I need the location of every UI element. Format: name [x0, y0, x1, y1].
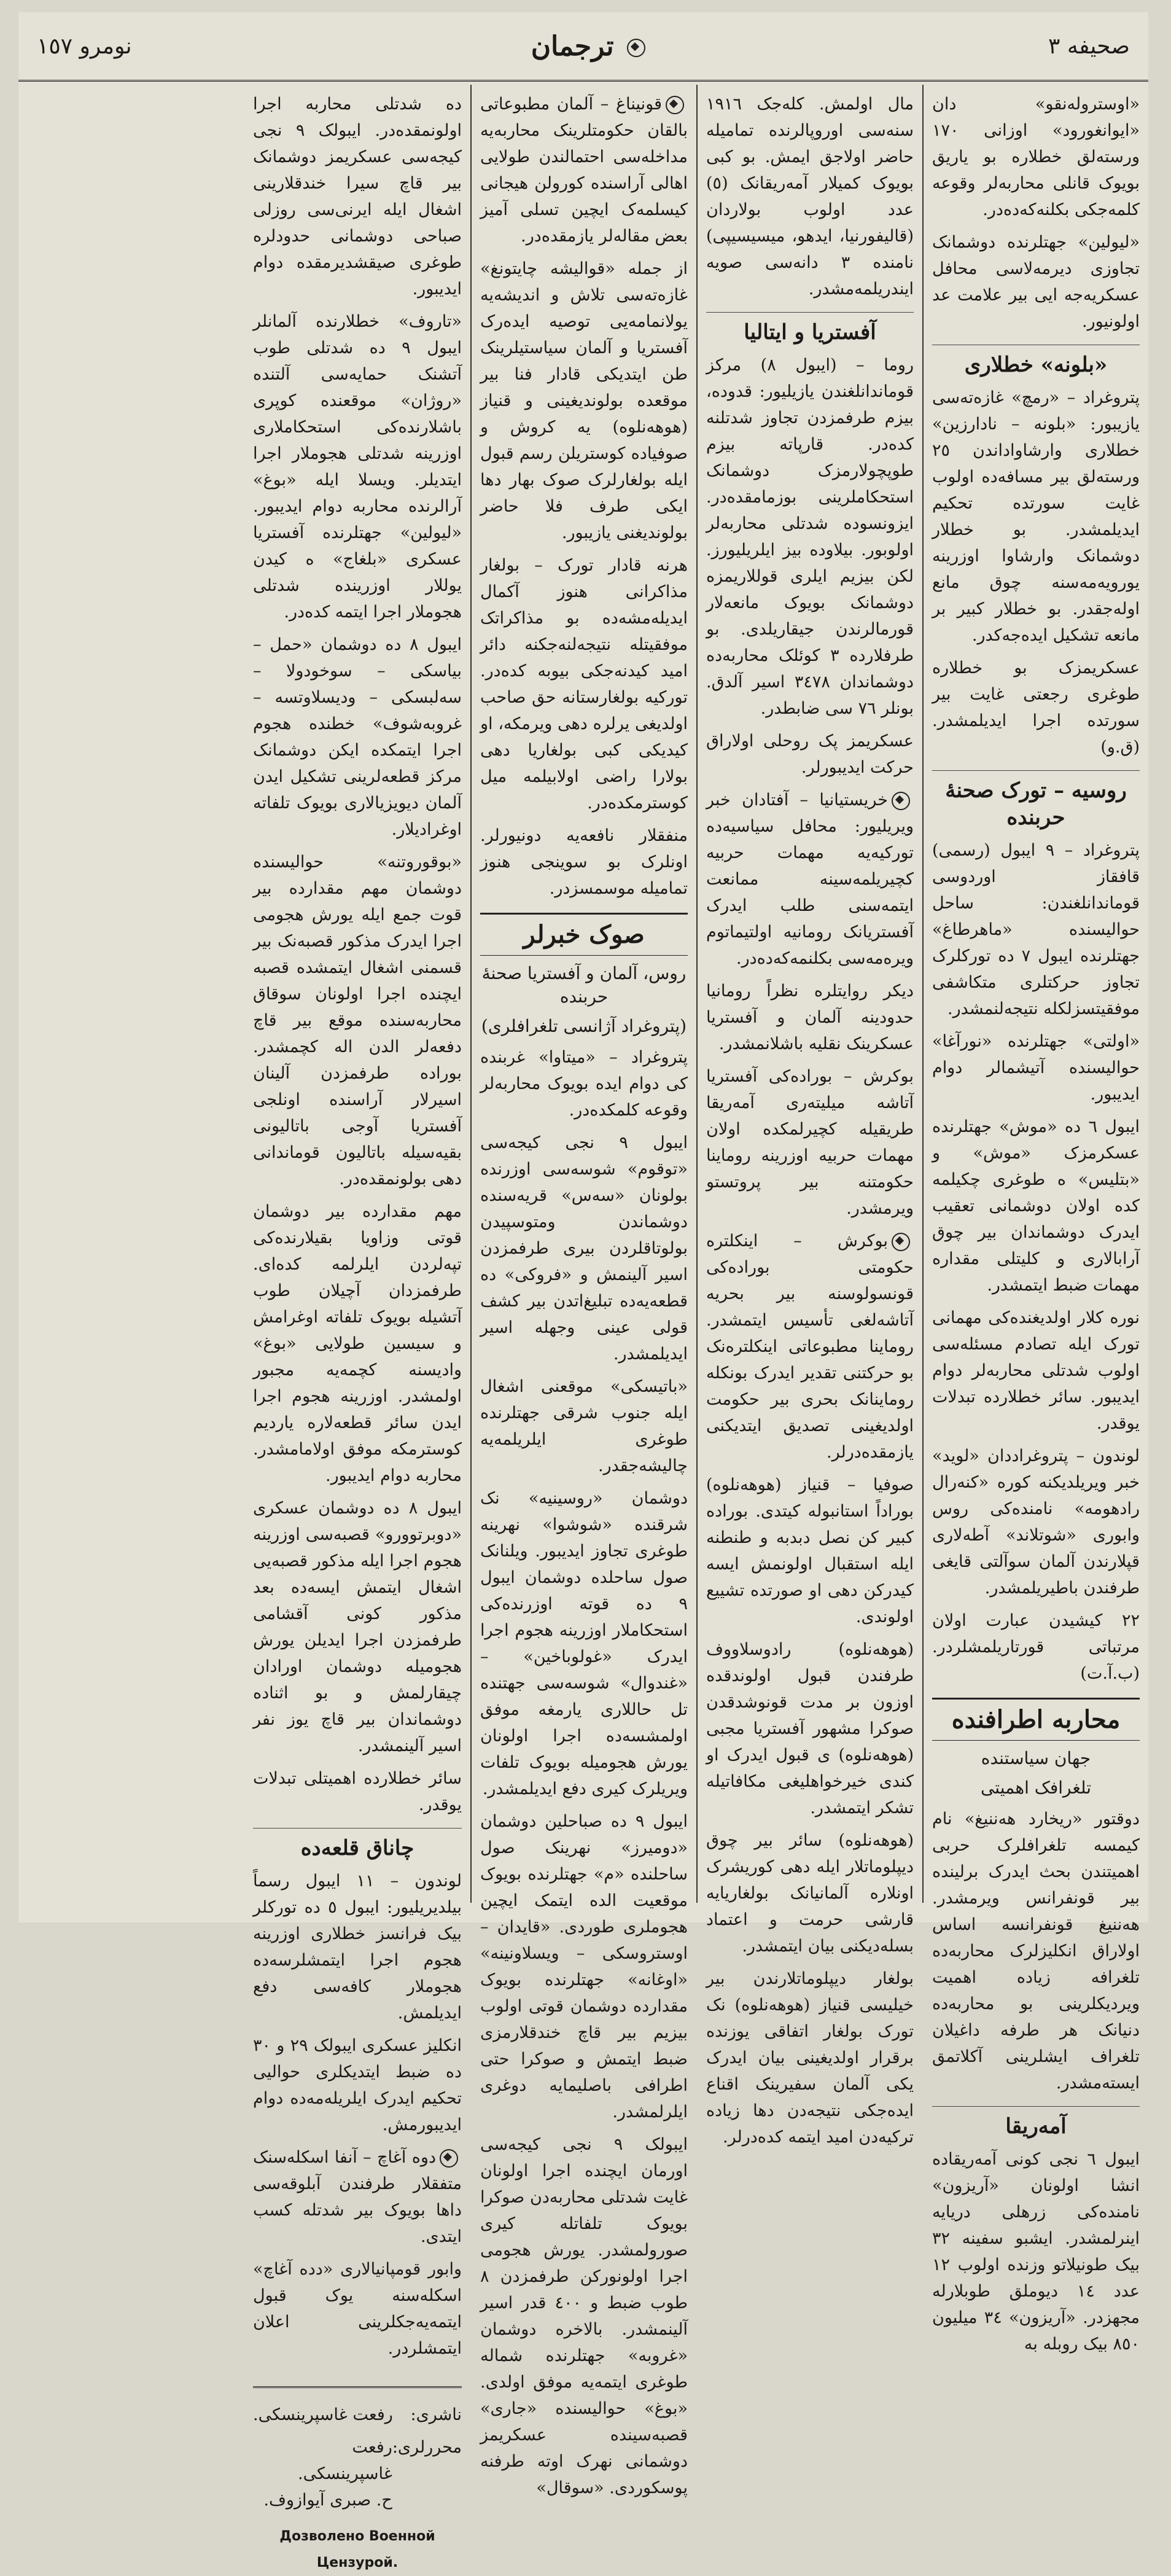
article-paragraph: «باتیسکی» موقعنی اشغال ایله جنوب شرقی جهتلرنده طوغری ایلریلمه‌یه چالیشه‌جقدر.	[480, 1377, 688, 1475]
column-3	[470, 85, 696, 2497]
ornament-icon	[892, 1233, 910, 1251]
article-paragraph: «لیولین» جهتلرنده دوشمانک تجاوزی دیرمه‌لاسی محافل عسکریه‌جه ایی بیر علامت عد اولونیور.	[932, 233, 1140, 331]
article-paragraph: ایبول ٩ نجی کیجه‌سی «توقوم» شوسه‌سی اوزرنده بولونان «سه‌س» قریه‌سنده دوشماندن ومتوسپیدن بولوتاقلردن بیری طرفمزدن اسیر آلینمش و «فروکی» ده قطعه‌یه‌ده تبلیغ‌اتدن بیر کشف قولی عینی وجهله اسیر ایدیلمشدر.	[480, 1133, 688, 1364]
masthead	[18, 12, 1148, 82]
section-heading: روسیه – تورک صحنهٔ حربنده	[932, 770, 1140, 831]
article-paragraph: «بوقوروتنه» حوالیسنده دوشمان مهم مقدارده بیر قوت جمع ایله یورش هجومی اجرا ایدرک مذکور قصبه‌نک بیر قسمنی اشغال ایتمشده قصبه ایچنده اجرا اولونان سوقاق محاربه‌سنده موقع بیر قاچ دفعه‌لر الدن اله کچمشدر. بوراده طرفمزدن آلینان اسیرلار آراسنده اونلجی آفستریا آوجی باتالیونی بقیه‌سیله باتالیون قوماندانی دهی بولونمقده‌در.	[253, 853, 462, 1188]
editors-names	[253, 2434, 392, 2513]
article-paragraph: پتروغراد – ٩ ایبول (رسمی) قافقاز اوردوسی قوماندانلغندن: ساحل حوالیسنده «ماهرطاغ» جهتلرنده ایبول ٧ ده تورکلرک تجاوز حرکتلری متکاشفی موفقیتسزلکله نتیجه‌لنمشدر.	[932, 841, 1140, 1018]
article-paragraph: پتروغراد – «رمچ» غازه‌ته‌سی یازیبور: «بلونه – نادارزین» خطلاری وارشاواداندن ٢٥ ورسته‌لق بیر مسافه‌ده اولوب غایت سورتده تحکیم ایدیلمشدر. بو خطلار دوشمانک وارشاوا اوزرینه یورویه‌مه‌سنه چوق مانع اوله‌جقدر. بو خطلار کبیر بر مانعه تشکیل ایده‌جه‌کدر.	[932, 388, 1140, 645]
newspaper-title: ترجمان	[531, 31, 649, 62]
section-heading: آمه‌ریقا	[932, 2106, 1140, 2140]
column-2	[696, 85, 922, 2147]
article-paragraph: سائر خطلارده اهمیتلی تبدلات یوقدر.	[253, 1769, 462, 1814]
article-paragraph: ایبول ٨ ده دوشمان «حمل – بیاسکی – سوخودولا – سه‌لبسکی – ودیسلاوتسه – غروبه‌شوف» خطنده هجوم اجرا ایتمکده ایکن دوشمانک مرکز قطعه‌لرینی تشکیل ایدن آلمان دیویزیالاری بویوک تلفاته اوغرادیلار.	[253, 635, 462, 839]
editor-name: رفعت غاسپرینسکی.	[298, 2438, 392, 2483]
article-paragraph: ٢٢ کیشیدن عبارت اولان مرتباتی قورتاریلمشلردر. (ب.آ.ت)	[932, 1611, 1140, 1683]
article-paragraph: بوکرش – بوراده‌کی آفستریا آتاشه میلیته‌ری آمه‌ریقا طریقیله کچیرلمکده اولان مهمات حربیه اوزرینه روماینا حکومتنه بیر پروتستو ویرمشدر.	[706, 1067, 914, 1218]
editors-label: محررلری:	[392, 2438, 462, 2457]
editor-name: ح. صبری آیوازوف.	[263, 2491, 392, 2510]
article-paragraph: عسکریمزک بو خطلاره طوغری رجعتی غایت بیر سورتده اجرا ایدیلمشدر. (ق.و)	[932, 658, 1140, 757]
article-paragraph: ایبول ٩ ده صباحلین دوشمان «دومیرز» نهرینک صول ساحلنده «م» جهتلرنده بویوک موقعیت الده ایتمک ایچین هجوملری طوردی. «قایدان – اوستروسکی – ویسلاونینه» «اوغانه» جهتلرنده بویوک مقدارده دوشمان قوتی اولوب بیزیم بیر قاچ خندقلارمزی ضبط ایتمش و صوکرا حتی اطرافی باصلیمایه دوغری ایلرلمشدر.	[480, 1812, 688, 2121]
article-paragraph: «اوستروله‌نقو» دان «ایوانغورود» اوزانی ١٧٠ ورسته‌لق خطلاره بو یاریق بویوک قانلی محاربه‌لر وقوعه کلمه‌جکی بکلنه‌که‌ده‌در.	[932, 95, 1140, 219]
section-heading: چاناق قلعه‌ده	[253, 1828, 462, 1862]
column-4	[244, 85, 470, 2570]
article-paragraph: انکلیز عسکری ایبولک ٢٩ و ٣٠ ده ضبط ایتدیکلری حوالیی تحکیم ایدرک ایلریله‌مه‌ده دوام ایدیبورمش.	[253, 2036, 462, 2134]
columns	[18, 85, 1148, 2570]
article-paragraph: مال اولمش. کله‌جک ١٩١٦ سنه‌سی اوروپالرنده تمامیله حاضر اولاجق ایمش. بو کبی بویوک کمیلار آمه‌ریقانک (٥) عدد اولوب بولاردان (قالیفورنیا، ایدهو، میسیسیپی) نامنده ٣ دانه‌سی صویه ایندریلمه‌مشدر.	[706, 95, 914, 299]
publisher-row	[253, 2402, 462, 2428]
article-paragraph: دیکر روایتلره نظراً رومانیا حدودینه آلمان و آفستریا عسکرینک نقلیه باشلانمشدر.	[706, 982, 914, 1053]
page-number: صحیفه ٣	[1048, 33, 1130, 59]
article-paragraph: دوقتور «ریخارد هه‌ننیغ» نام کیمسه تلغرافلرک حربی اهمیتندن بحث ایدرک برلینده بیر قونفرانس ویرمشدر. هه‌ننیغ قونفرانسه اساس اولاراق انکلیزلرک محاربه‌ده تلغرافه زیاده اهمیت ویردیکلرینی بو محاربه‌ده دنیانک هر طرفه داغیلان تلغراف ایشلرینی آکلاتمق ایسته‌مشدر.	[932, 1809, 1140, 2093]
column-1	[922, 85, 1148, 2354]
article-paragraph: دوه آغاچ – آنفا اسکله‌سنک متفقلار طرفندن آبلوقه‌سی داها بویوک بیر شدتله کسب ایتدی.	[253, 2148, 462, 2246]
article-paragraph: (هوهه‌نلوه) سائر بیر چوق دیپلوماتلار ایله دهی کوریشرک اونلاره آلمانیانک بولغاریایه قارشی حرمت و اعتماد بسله‌دیکنی بیان ایتمشدر.	[706, 1831, 914, 1956]
article-paragraph: صوفیا – قنیاز (هوهه‌نلوه) بوراداً استانبوله کیتدی. بوراده کبیر کن نصل دبدبه و طنطنه ایله استقبال اولونمش ایسه کیدرکن دهی او صورتده تشییع اولوندی.	[706, 1475, 914, 1626]
section-title: صوک خبرلر	[480, 913, 688, 956]
censor-note: Дозволено Военной Цензурой.	[279, 2529, 435, 2570]
article-paragraph: دوشمان «روسینیه» نک شرقنده «شوشوا» نهرینه طوغری تجاوز ایدیبور. ویلنانک صول ساحلده دوشمان ایبول ٩ ده قوته اوزرنده‌کی استحکاملار اوزرینه هجوم اجرا ایدرک «غولوباخین» – «غندوال» شوسه‌سی جهتنده تل حاللاری یارمغه موفق اولمشسه‌ده اجرا اولونان یورش هجومیله بویوک تلفات ویریلرک کیری دفع ایدیلمشدر.	[480, 1489, 688, 1798]
publisher-name: رفعت غاسپرینسکی.	[253, 2405, 393, 2424]
section-heading: آفستریا و ایتالیا	[706, 312, 914, 346]
article-paragraph: نوره کلار اولدیغنده‌کی مهمانی تورک ایله تصادم مسئله‌سی اولوب شدتلی محاربه‌لر دوام ایدیبور. سائر خطلارده تبدلات یوقدر.	[932, 1308, 1140, 1433]
section-title: محاربه اطرافنده	[932, 1698, 1140, 1741]
article-paragraph: «اولتی» جهتلرنده «نورآغا» حوالیسنده آتیشمالر دوام ایدیبور.	[932, 1032, 1140, 1104]
section-heading: «بلونه» خطلاری	[932, 345, 1140, 378]
publisher-box	[253, 2386, 462, 2576]
article-paragraph: از جمله «قوالیشه چایتونغ» غازه‌ته‌سی تلاش و اندیشه‌یه یولانمامه‌یی توصیه ایده‌رک آفستریا و آلمان سیاستیلرینک طن ایتدیکی قادار فنا بیر موقعده بولوندیغینی و قنیاز (هوهه‌نلوه) یه کروش و صوفیاده کوستریلن رسم قبول ایله بولغارلرک صوک بهار دها ایکی طرف فلا حاضر بولوندیغنی یازیبور.	[480, 259, 688, 542]
article-paragraph: روما – (ایبول ٨) مرکز قوماندانلغندن یازیلیور: قدوده، بیزم طرفمزدن تجاوز شدتلنه کده‌در. قارپاته بیزم طوپچولارمزک دوشمانک استحکاملرینی بوزمامقده‌در. ایزونسوده شدتلی محاربه‌لر اولوبور. بیلاوده بیز ایلریلیورز. لکن بیزیم ایلری قوللاریمزه دوشمانک بویوک مانعه‌لار قورمالرندن جیقاریلدی. بو طرفلارده ٣ کوئلک محاربه‌ده دوشماندان ٣٤٧٨ اسیر آلدق. بونلر ٧٦ سی ضابطدر.	[706, 356, 914, 718]
article-paragraph: لوندون – ١١ ایبول رسماً بیلدیریلیور: ایبول ٥ ده تورکلر بیک فرانسز خطلاری اوزرینه هجوم اجرا ایتمشلرسه‌ده هجوملار کافه‌سی دفع ایدیلمش.	[253, 1872, 462, 2023]
ornament-icon	[627, 39, 645, 57]
article-paragraph: هرنه قادار تورک – بولغار مذاکرانی هنوز آکمال ایدیله‌مشه‌ده بو مذاکراتک موفقیتله نتیجه‌لنه‌جکنه دائر امید کیدنه‌جکی بیوبه کده‌در. تورکیه بولغارستانه حق صاحب اولدیغی یرلره دهی ویرمکه، او کیدیکی کبی بولغاریا دهی بولارا راضی اولابیلمه میل کوسترمکده‌در.	[480, 556, 688, 813]
article-paragraph: لوندون – پتروغراددان «لوید» خبر ویریلدیکنه کوره «کنه‌رال رادهومه» نامنده‌کی روس وابوری «شوتلاند» آطه‌لاری قپلارندن آلمان سوآلتی قایغی طرفندن باطیریلمشدر.	[932, 1446, 1140, 1598]
ornament-icon	[892, 792, 910, 810]
article-paragraph: ده شدتلی محاربه اجرا اولونمقده‌در. ایبولک ٩ نجی کیجه‌سی عسکریمز دوشمانک بیر قاچ سیرا خندقلارینی اشغال ایله ایرنی‌سی روزلی صباحی دوشمانی حدودلره طوغری صیقشدیرمقده دوام ایدیبور.	[253, 95, 462, 299]
article-paragraph: ایبول ٨ ده دوشمان عسکری «دوبرتوورو» قصبه‌سی اوزرینه هجوم اجرا ایله مذکور قصبه‌یی اشغال ایتمش ایسه‌ده بعد مذکور کونی آقشامی طرفمزدن اجرا ایدیلن یورش هجومیله دوشمان اورادان چیقارلمش و بو اثناده دوشماندان بیر قاچ یوز نفر اسیر آلینمشدر.	[253, 1499, 462, 1755]
section-subtitle: جهان سیاستنده	[981, 1748, 1091, 1768]
section-subtitle: (پتروغراد آژانسی تلغرافلری)	[481, 1016, 687, 1036]
editors-row	[253, 2434, 462, 2513]
issue-number: نومرو ١٥٧	[37, 33, 132, 59]
section-subtitle: تلغرافک اهمیتی	[980, 1778, 1092, 1798]
ornament-icon	[666, 96, 684, 114]
article-paragraph: مهم مقدارده بیر دوشمان قوتی وزاویا بقیلارنده‌کی تپه‌لردن ایلرلمه کده‌ای. طرفمزدان آچیلان طوب آتشیله بویوک تلفاته اوغرامش و سیسین طولایی «بوغ» وادیسنه کچمه‌یه مجبور اولمشدر. اوزرینه هجوم اجرا ایدن سائر قطعه‌لاره یاردیم کوسترمکه موفق اولامامشدر. محاربه دوام ایدیبور.	[253, 1202, 462, 1485]
article-paragraph: عسکریمز پک روحلی اولاراق حرکت ایدیبورلر.	[706, 732, 914, 777]
article-paragraph: ایبول ٦ نجی کونی آمه‌ریقاده انشا اولونان «آریزون» نامنده‌کی زرهلی دریایه اینرلمشدر. ایشبو سفینه ٣٢ بیک طونیلاتو وزنده اولوب ١٢ عدد ١٤ دیوملق طوبلارله مجهزدر. «آریزون» ٣٤ میلیون ٨٥٠ بیک روبله به	[932, 2150, 1140, 2354]
article-paragraph: (هوهه‌نلوه) رادوسلاووف طرفندن قبول اولوندقده اوزون بر مدت قونوشدقدن صوکرا مشهور آفستریا مجبی (هوهه‌نلوه) ی قبول ایدرک او کندی خیرخواهلیغی مکافاتیله تشکر ایتمشدر.	[706, 1640, 914, 1817]
publisher-label: ناشری:	[410, 2405, 462, 2424]
article-paragraph: پتروغراد – «میتاوا» غربنده کی دوام ایده بویوک محاربه‌لر وقوعه کلمکده‌در.	[480, 1048, 688, 1120]
article-paragraph: وابور قومپانیالاری «دده آغاچ» اسکله‌سنه یوک قبول ایتمه‌یه‌جکلرینی اعلان ایتمشلردر.	[253, 2260, 462, 2358]
article-paragraph: ایبول ٦ ده «موش» جهتلرنده عسکرمزک «موش» و «بتلیس» ه طوغری چکیلمه کده اولان دوشمانی تعقیب ایدرک دوشماندان بیر چوق آرابالاری و کلیتلی مقداره مهمات ضبط ایتمشدر.	[932, 1117, 1140, 1295]
article-paragraph: قونیناغ – آلمان مطبوعاتی بالقان حکومتلرینک محاربه‌یه مداخله‌سی احتمالندن طولایی اهالی آرا‌سنده کورولن هیجانی کیسلمه‌ک ایچین تسلی آمیز بعض مقاله‌لر یازمقده‌در.	[480, 95, 688, 246]
section-subtitle: روس، آلمان و آفستریا صحنهٔ حربنده	[481, 963, 687, 1007]
article-paragraph: «تاروف» خطلارنده آلمانلر ایبول ٩ ده شدتلی طوب آتشنک حمایه‌سی آلتنده «روژان» موقعنده کوپری باشلارنده‌کی استحکاملاری اوزرینه شدتلی هجوملار اجرا ایتدیلر. ویسلا ایله «بوغ» آرالرنده محاربه دوام ایدیبور. «لیولین» جهتلرنده آفستریا عسکری «بلغاج» ه کیدن یوللار اوزرینده شدتلی هجوملار اجرا ایتمه کده‌در.	[253, 312, 462, 622]
article-paragraph: بوکرش – اینکلتره حکومتی بوراده‌کی قونسولوسنه بیر بحریه آتاشه‌لغی تأسیس ایتمشدر. روماینا مطبوعاتی اینکلتره‌نک بو حرکتنی تقدیر ایدرک بونکله روماینانک بحری بیر حکومت اولدیغینی تصدیق ایتدیکنی یازمقده‌درلر.	[706, 1231, 914, 1462]
article-paragraph: ایبولک ٩ نجی کیجه‌سی اورمان ایچنده اجرا اولونان غایت شدتلی محاربه‌دن صوکرا بویوک تلفاتله کیری صورولمشدر. یورش هجومی اجرا اولونورکن طرفمزدن ٨ طوب ضبط و ٤٠٠ قدر اسیر آلینمشدر. بالاخره دوشمان «غروبه» جهتلرنده شماله طوغری ایتمه‌یه موفق اولدی. «بوغ» حوالیسنده «جاری» قصبه‌سینده عسکریمز دوشمانی نهرک اوته طرفنه پوسکوردی. «سوقال»	[480, 2135, 688, 2497]
newspaper-page	[18, 12, 1148, 2570]
article-paragraph: منفقلار نافعه‌یه دونیورلر. اونلرک بو سوینجی هنوز تمامیله موسمسزدر.	[480, 826, 688, 898]
ornament-icon	[440, 2149, 458, 2168]
article-paragraph: بولغار دیپلوماتلارندن بیر خیلیسی قنیاز (هوهه‌نلوه) نک تورک بولغار اتفاقی یوزنده برقرار اولدیغینی بیان ایدرک یکی آلمان سفیرینک اقناع ایده‌جکی نتیجه‌دن دها زیاده ترکیه‌دن امید ایتمه کده‌درلر.	[706, 1969, 914, 2147]
article-paragraph: خریستیانیا – آفتادان خبر ویریلیور: محافل سیاسیه‌ده تورکیه‌یه مهمات حربیه کچیریلمه‌سینه ممانعت ایتمه‌سنی طلب ایدرک آفستریانک رومانیه اولتیماتوم ویره‌مه‌سی بکلنمه‌که‌ده‌در.	[706, 790, 914, 968]
